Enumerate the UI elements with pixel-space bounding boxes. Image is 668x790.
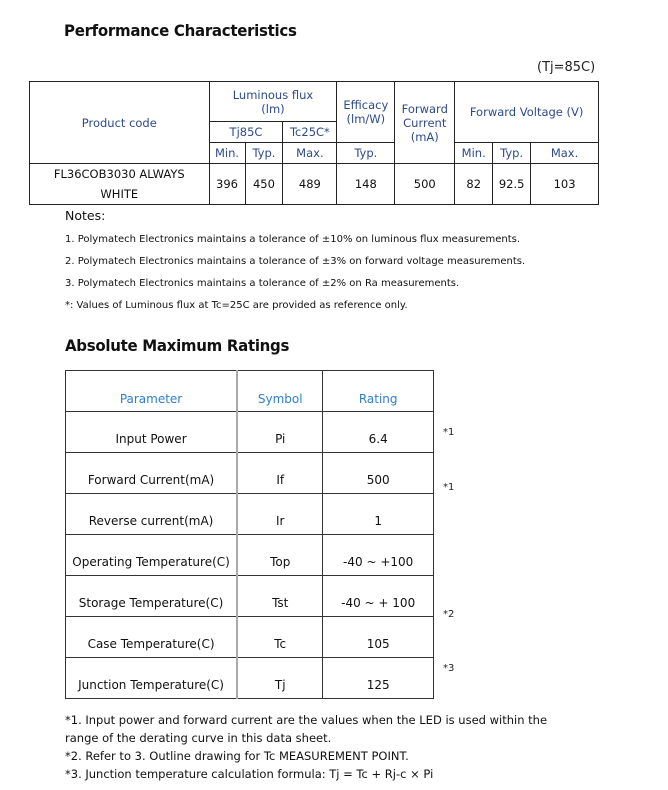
cell-parameter: Operating Temperature(C): [66, 535, 238, 576]
cell-flux-typ: 450: [245, 164, 283, 205]
header-tj85c: Tj85C: [209, 122, 283, 143]
cell-parameter: Input Power: [66, 412, 238, 453]
table-row: [66, 576, 434, 617]
table-row: [66, 617, 434, 658]
note-1: 1. Polymatech Electronics maintains a tolerance of ±10% on luminous flux measurements.: [65, 234, 521, 245]
cell-symbol: Tst: [237, 576, 323, 617]
cell-rating: -40 ~ +100: [323, 535, 434, 576]
cell-flux-max: 489: [283, 164, 337, 205]
performance-title: Performance Characteristics: [64, 21, 297, 41]
note-3: 3. Polymatech Electronics maintains a tolerance of ±2% on Ra measurements.: [65, 278, 460, 289]
header-forward-current-line1: Forward: [401, 101, 448, 116]
header-luminous-flux-line1: Luminous flux: [232, 87, 314, 102]
absolute-max-title: Absolute Maximum Ratings: [65, 336, 290, 356]
cell-vf-max: 103: [531, 164, 599, 205]
table-row: [66, 658, 434, 699]
cell-symbol: Tj: [237, 658, 323, 699]
footnote-1-line2: range of the derating curve in this data sheet.: [65, 731, 332, 745]
cell-flux-min: 396: [209, 164, 245, 205]
footnotes: [65, 711, 547, 783]
notes-title: Notes:: [65, 208, 106, 223]
cell-parameter: Junction Temperature(C): [66, 658, 238, 699]
header-tc25c: Tc25C*: [283, 122, 337, 143]
cell-efficacy: 148: [337, 164, 395, 205]
footnote-1-line1: *1. Input power and forward current are the values when the LED is used within the: [65, 713, 548, 727]
header-forward-current: [395, 82, 455, 164]
cell-vf-typ: 92.5: [493, 164, 531, 205]
cell-rating: 500: [323, 453, 434, 494]
header-luminous-flux: [209, 82, 337, 122]
header-efficacy-line1: Efficacy: [343, 98, 389, 112]
cell-forward-current: 500: [395, 164, 455, 205]
table-row: [30, 164, 599, 205]
note-reference: *: Values of Luminous flux at Tc=25C are provided as reference only.: [65, 300, 408, 311]
header-rating: Rating: [323, 371, 434, 412]
footnote-2: *2. Refer to 3. Outline drawing for Tc MEASUREMENT POINT.: [65, 749, 409, 763]
cell-vf-min: 82: [455, 164, 493, 205]
cell-parameter: Storage Temperature(C): [66, 576, 238, 617]
table-row: [66, 453, 434, 494]
table-row: [66, 494, 434, 535]
cell-symbol: Pi: [237, 412, 323, 453]
header-forward-voltage: Forward Voltage (V): [455, 82, 599, 143]
note-2: 2. Polymatech Electronics maintains a tolerance of ±3% on forward voltage measurements.: [65, 256, 526, 267]
product-code-line1: FL36COB3030 ALWAYS: [53, 167, 185, 181]
header-symbol: Symbol: [237, 371, 323, 412]
header-flux-max: Max.: [283, 143, 337, 164]
cell-symbol: Tc: [237, 617, 323, 658]
header-flux-typ: Typ.: [245, 143, 283, 164]
cell-product-code: [30, 164, 210, 205]
product-code-line2: WHITE: [100, 187, 139, 201]
header-parameter: Parameter: [66, 371, 238, 412]
header-forward-current-line2: Current: [403, 115, 447, 130]
header-vf-typ: Typ.: [493, 143, 531, 164]
cell-rating: 6.4: [323, 412, 434, 453]
cell-rating: 125: [323, 658, 434, 699]
cell-symbol: Top: [237, 535, 323, 576]
footnote-mark-input-power: *1: [443, 427, 455, 438]
cell-parameter: Reverse current(mA): [66, 494, 238, 535]
header-product-code: Product code: [30, 82, 210, 164]
header-efficacy: [337, 82, 395, 143]
header-efficacy-typ: Typ.: [337, 143, 395, 164]
footnote-3: *3. Junction temperature calculation formula: Tj = Tc + Rj-c × Pi: [65, 767, 434, 781]
header-efficacy-line2: (lm/W): [346, 112, 386, 126]
cell-symbol: If: [237, 453, 323, 494]
footnote-mark-forward-current: *1: [443, 482, 455, 493]
footnote-mark-junction-temp: *3: [443, 663, 455, 674]
cell-rating: -40 ~ + 100: [323, 576, 434, 617]
header-flux-min: Min.: [209, 143, 245, 164]
cell-parameter: Forward Current(mA): [66, 453, 238, 494]
cell-parameter: Case Temperature(C): [66, 617, 238, 658]
test-condition: (Tj=85C): [537, 60, 596, 75]
footnote-mark-case-temp: *2: [443, 609, 455, 620]
header-luminous-flux-line2: (lm): [261, 101, 285, 116]
header-vf-min: Min.: [455, 143, 493, 164]
performance-table: [29, 81, 599, 205]
cell-rating: 105: [323, 617, 434, 658]
cell-rating: 1: [323, 494, 434, 535]
table-row: [66, 535, 434, 576]
header-vf-max: Max.: [531, 143, 599, 164]
absolute-max-table: [65, 370, 434, 699]
table-row: [66, 412, 434, 453]
cell-symbol: Ir: [237, 494, 323, 535]
header-forward-current-line3: (mA): [410, 129, 439, 144]
